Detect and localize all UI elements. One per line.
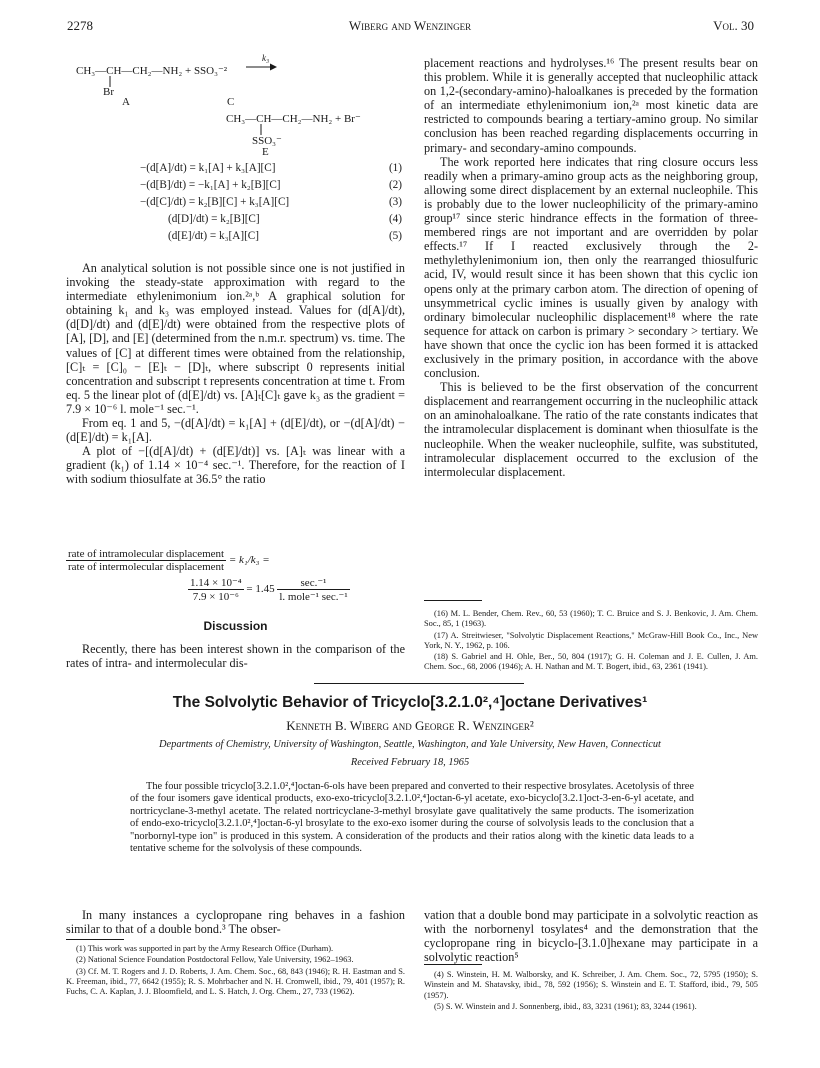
paragraph: vation that a double bond may participate in a solvolytic reaction as with the norbornenyl tosylates⁴ and the demonstration that the cyclopropane ring in bicyclo-[3.1.0]hexane may participate in a solvolytic reaction⁵: [424, 908, 758, 965]
paragraph: In many instances a cyclopropane ring behaves in a fashion similar to that of a double bond.³ The obser-: [66, 908, 405, 937]
footnote-rule: [66, 939, 124, 940]
equation: −(d[A]/dt) = k₁[A] + k₃[A][C]: [140, 162, 276, 174]
article-separator: [314, 683, 524, 684]
paragraph: The work reported here indicates that ring closure occurs less readily when a primary-amino group acts as the neighboring group, allowing some direct displacement by an external nucleophile. This is probably due to the lower nucleophilicity of the primary-amino group¹⁷ since steric hindrance effects in the formation of three-membered rings are not important and are overridden by polar effects.¹⁷ If I reacted exclusively through the 2-methylethylenimonium ion, then only the rearranged thiosulfuric acid, IV, would result since it has been shown that this cyclic ion opens only at the primary carbon atom. The direction of opening of unsymmetrical cyclic imines is usually given by analogy with ordinary bimolecular nucleophilic displacement¹⁸ where the rate sequence for attack on carbon is primary > secondary > tertiary. We have shown that once the cyclic ion has been formed it is attacked exclusively in the primary position, in accordance with the above conclusion.: [424, 154, 758, 381]
footnote: (3) Cf. M. T. Rogers and J. D. Roberts, J. Am. Chem. Soc., 68, 843 (1946); R. H. Eastman and S. K. Freeman, ibid., 77, 6642 (1955); R. S. Mohrbacher and N. H. Cromwell, ibid., 79, 401 (1957); R. Fuchs, C. A. Kaplan, J. J. Bloomfield, and L. S. Hatch, J. Org. Chem., 27, 733 (1962).: [66, 966, 405, 997]
scheme-arrow-label: k₃: [262, 53, 270, 63]
reaction-arrow-icon: [246, 62, 278, 72]
footnote: (4) S. Winstein, H. M. Walborsky, and K. Schreiber, J. Am. Chem. Soc., 72, 5795 (1950); S. Winstein and M. Shatavsky, ibid., 78, 592 (1956); S. Winstein and E. T. Stafford, ibid., 79, 505 (1957).: [424, 970, 758, 1000]
equation-row: [140, 179, 402, 196]
paragraph: From eq. 1 and 5, −(d[A]/dt) = k₁[A] + (d[E]/dt), or −(d[A]/dt) − (d[E]/dt) = k₁[A].: [66, 416, 405, 445]
equation-number: (3): [388, 196, 402, 208]
article-affiliation: Departments of Chemistry, University of Washington, Seattle, Washington, and Yale University, New Haven, Connecticut: [159, 739, 661, 750]
footnote: (17) A. Streitwieser, "Solvolytic Displacement Reactions," McGraw-Hill Book Co., Inc., New York, N. Y., 1962, p. 106.: [424, 630, 758, 650]
equation-number: (1): [388, 162, 402, 174]
paragraph: Recently, there has been interest shown in the comparison of the rates of intra- and intermolecular dis-: [66, 642, 405, 671]
abstract-text: The four possible tricyclo[3.2.1.0²,⁴]octan-6-ols have been prepared and converted to their respective brosylates. Acetolysis of three of the four isomers gave identical products, exo-exo-tricyclo[3.2.1.0²,⁴]octan-6-yl acetate, exo-bicyclo[3.2.1]oct-3-en-6-yl acetate, and nortricyclane-3-methyl acetate. The related nortricyclane-3-methyl brosylate gave qualitatively the same products. The isomerization of endo-exo-tricyclo[3.2.1.0²,⁴]octan-6-yl brosylate to the exo-exo isomer during the course of solvolysis leads to the conclusion that a "norbornyl-type ion" is produced in this system. A consideration of the products and their ratios along with the kinetic data leads to a tentative scheme for the solvolysis of these compounds.: [130, 781, 695, 855]
body-left-column: [66, 908, 405, 936]
scheme-reactant-line: CH₃—CH—CH₂—NH₂ + SSO₃⁻²: [76, 65, 228, 77]
scheme-product-line: CH₃—CH—CH₂—NH₂ + Br⁻: [226, 113, 361, 125]
equation: (d[E]/dt) = k₃[A][C]: [168, 230, 259, 242]
article-abstract: [130, 781, 694, 855]
calc-fraction: [188, 576, 244, 603]
footnote: (5) S. W. Winstein and J. Sonnenberg, ibid., 83, 3231 (1961); 83, 3244 (1961).: [434, 1001, 697, 1011]
ratio-rhs: = k₁/k₃ =: [228, 554, 270, 567]
equation-row: [140, 213, 402, 230]
ratio-fraction: [66, 548, 226, 573]
ratio-numerator: rate of intramolecular displacement: [68, 548, 225, 560]
footnote-rule: [424, 600, 482, 601]
equation: −(d[C]/dt) = k₂[B][C] + k₃[A][C]: [140, 196, 290, 208]
running-title: Wiberg and Wenzinger: [348, 18, 472, 33]
calc-numerator: 1.14 × 10⁻⁴: [190, 577, 242, 589]
volume-label: Vol. 30: [713, 18, 754, 33]
unit-fraction: [277, 576, 349, 603]
paragraph: placement reactions and hydrolyses.¹⁶ The present results bear on this problem. While it is generally accepted that nucleophilic attack on 1,2-(secondary-amino)-haloalkanes is preceded by the formation of an intermediate ethylenimonium ion,²ᵃ most kinetic data are restricted to compounds bearing a tertiary-amino group. No similar conclusion has been reached regarding displacements occurring in primary- and secondary-amino compounds.: [424, 56, 758, 155]
right-column: [424, 56, 758, 479]
footnote: (18) S. Gabriel and H. Ohle, Ber., 50, 804 (1917); G. H. Coleman and J. E. Cullen, J. Am. Chem. Soc., 68, 2006 (1946); A. H. Nathan and M. T. Bogert, ibid., 63, 2361 (1941).: [424, 652, 758, 672]
ratio-expression: [66, 548, 270, 573]
paragraph: This is believed to be the first observation of the concurrent displacement and rearrangement occurring in the nucleophilic attack on an aminohaloalkane. The ratio of the rate constants indicates that the intramolecular displacement is dominant when thiosulfate is the nucleophile. When the weaker nucleophile, sulfite, was substituted, intramolecular displacement occurred to the exclusion of the intermolecular displacement.: [424, 380, 758, 479]
equation-number: (2): [388, 179, 402, 191]
paragraph: A plot of −[(d[A]/dt) + (d[E]/dt)] vs. [A]ₜ was linear with a gradient (k₁) of 1.14 × 10⁻⁴ sec.⁻¹. Therefore, for the reaction of I with sodium thiosulfate at 36.5° the ratio: [66, 444, 405, 487]
equation-row: [140, 162, 402, 179]
scheme-label-e: E: [262, 146, 269, 158]
equation-number: (5): [388, 230, 402, 242]
body-right-column: [424, 908, 758, 964]
equation-row: [140, 230, 402, 247]
footnote: (1) This work was supported in part by the Army Research Office (Durham).: [76, 944, 334, 953]
article-title: The Solvolytic Behavior of Tricyclo[3.2.1.0²,⁴]octane Derivatives¹: [172, 694, 648, 711]
footnote-rule: [424, 964, 482, 965]
equation-number: (4): [388, 213, 402, 225]
rate-equations: [140, 162, 402, 247]
scheme-br: Br: [103, 86, 114, 98]
article-authors: Kenneth B. Wiberg and George R. Wenzinger²: [286, 718, 534, 733]
article-received: Received February 18, 1965: [350, 757, 470, 768]
footnote: (2) National Science Foundation Postdoctoral Fellow, Yale University, 1962–1963.: [76, 955, 354, 965]
page-number: 2278: [67, 18, 93, 33]
footnote: (16) M. L. Bender, Chem. Rev., 60, 53 (1960); T. C. Bruice and S. J. Benkovic, J. Am. Chem. Soc., 85, 1 (1963).: [424, 609, 758, 629]
paragraph: An analytical solution is not possible since one is not justified in invoking the steady-state approximation with regard to the intermediate ethylenimonium ion.²ᵃ,ᵇ A graphical solution for obtaining k₁ and k₃ was employed instead. Values for (d[A]/dt), (d[D]/dt) and (d[E]/dt) were obtained from the respective plots of [A], [D], and [E] (determined from the n.m.r. spectrum) vs. time. The values of [C] at different times were obtained from the relationship, [C]ₜ = [C]₀ − [E]ₜ − [D]ₜ, where subscript 0 represents initial concentration and subscript t represents concentration at time t. From eq. 5 the linear plot of (d[E]/dt) vs. [A]ₜ[C]ₜ gave k₃ as the gradient = 7.9 × 10⁻⁶ l. mole⁻¹ sec.⁻¹.: [66, 261, 405, 416]
equation-row: [140, 196, 402, 213]
calc-denominator: 7.9 × 10⁻⁶: [192, 591, 239, 603]
scheme-label-c: C: [227, 96, 235, 108]
discussion-text: [66, 642, 405, 670]
scheme-label-a: A: [122, 96, 130, 108]
equation: −(d[B]/dt) = −k₁[A] + k₂[B][C]: [140, 179, 281, 191]
footnotes-right-column-2: [424, 970, 758, 1013]
discussion-heading: Discussion: [203, 619, 268, 633]
ratio-denominator: rate of intermolecular displacement: [68, 561, 225, 573]
footnotes-left-column: [66, 944, 405, 998]
footnotes-right-column: [424, 609, 758, 674]
equation: (d[D]/dt) = k₂[B][C]: [168, 213, 260, 225]
unit-denominator: l. mole⁻¹ sec.⁻¹: [279, 591, 348, 603]
unit-numerator: sec.⁻¹: [277, 576, 349, 590]
ratio-calculation: [188, 576, 350, 603]
calc-result: = 1.45: [246, 583, 275, 596]
left-column: [66, 261, 405, 487]
scheme-so3: SSO₃⁻: [252, 135, 282, 147]
